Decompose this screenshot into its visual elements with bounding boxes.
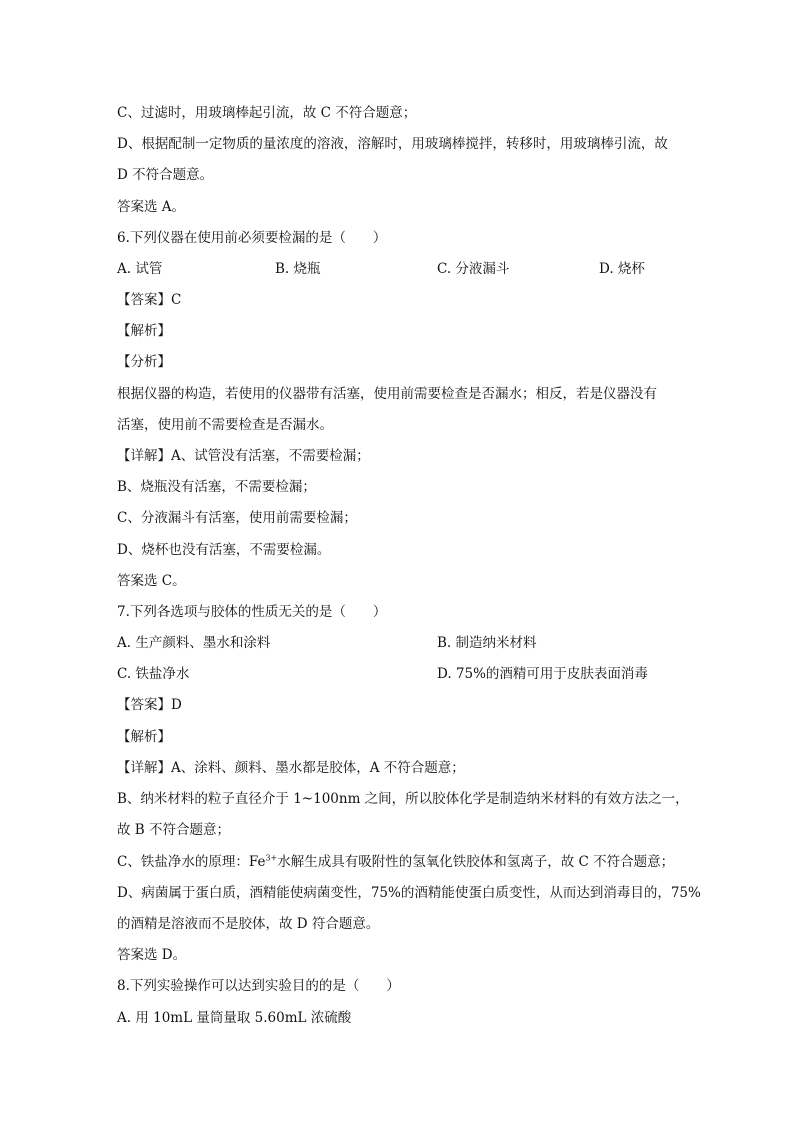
q7-option-c: C. 铁盐净水 [117, 666, 190, 682]
text-line: 答案选 D。 [117, 947, 187, 963]
text-line: 故 B 不符合题意； [117, 822, 231, 838]
text-line: D、烧杯也没有活塞，不需要检漏。 [117, 542, 331, 558]
q6-answer: 【答案】C [117, 292, 182, 308]
text-line: D、病菌属于蛋白质，酒精能使病菌变性，75%的酒精能使蛋白质变性，从而达到消毒目的，75% [117, 885, 701, 901]
text-line: 的酒精是溶液而不是胶体，故 D 符合题意。 [117, 916, 380, 932]
question-7: 7.下列各选项与胶体的性质无关的是（ ） [117, 604, 387, 620]
q6-option-b: B. 烧瓶 [275, 261, 321, 277]
text-line: 根据仪器的构造，若使用的仪器带有活塞，使用前需要检查是否漏水；相反，若是仪器没有 [117, 386, 657, 402]
text-line: B、纳米材料的粒子直径介于 1~100nm 之间，所以胶体化学是制造纳米材料的有效方法之一， [117, 791, 689, 807]
text-line: 答案选 A。 [117, 199, 186, 215]
q7-option-b: B. 制造纳米材料 [437, 635, 537, 651]
q7-analysis-heading: 【解析】 [117, 729, 171, 745]
text-line: 活塞，使用前不需要检查是否漏水。 [117, 417, 333, 433]
text-line: 【详解】A、涂料、颜料、墨水都是胶体，A 不符合题意； [117, 760, 465, 776]
text-line-with-superscript [117, 853, 674, 871]
text-line: 答案选 C。 [117, 573, 186, 589]
q6-option-c: C. 分液漏斗 [437, 261, 510, 277]
text-line: D、根据配制一定物质的量浓度的溶液，溶解时，用玻璃棒搅拌，转移时，用玻璃棒引流，故 [117, 136, 668, 152]
q7-option-d: D. 75%的酒精可用于皮肤表面消毒 [437, 666, 648, 682]
question-8: 8.下列实验操作可以达到实验目的的是（ ） [117, 978, 400, 994]
text-line: C、分液漏斗有活塞，使用前需要检漏； [117, 510, 357, 526]
q7-answer: 【答案】D [117, 697, 182, 713]
text-line: D 不符合题意。 [117, 167, 214, 183]
text-segment: C、铁盐净水的原理：Fe [117, 854, 266, 870]
text-segment: 水解生成具有吸附性的氢氧化铁胶体和氢离子，故 C 不符合题意； [277, 854, 675, 870]
text-line: B、烧瓶没有活塞，不需要检漏； [117, 479, 316, 495]
text-line: 【详解】A、试管没有活塞，不需要检漏； [117, 448, 370, 464]
q6-analysis-heading: 【解析】 [117, 323, 171, 339]
q6-fenxi-heading: 【分析】 [117, 354, 171, 370]
text-line: C、过滤时，用玻璃棒起引流，故 C 不符合题意； [117, 105, 417, 121]
q6-option-d: D. 烧杯 [599, 261, 645, 277]
q6-option-a: A. 试管 [117, 261, 163, 277]
q8-option-a: A. 用 10mL 量筒量取 5.60mL 浓硫酸 [117, 1010, 352, 1026]
ion-charge: 3+ [265, 853, 278, 863]
question-6: 6.下列仪器在使用前必须要检漏的是（ ） [117, 230, 387, 246]
q7-option-a: A. 生产颜料、墨水和涂料 [117, 635, 271, 651]
